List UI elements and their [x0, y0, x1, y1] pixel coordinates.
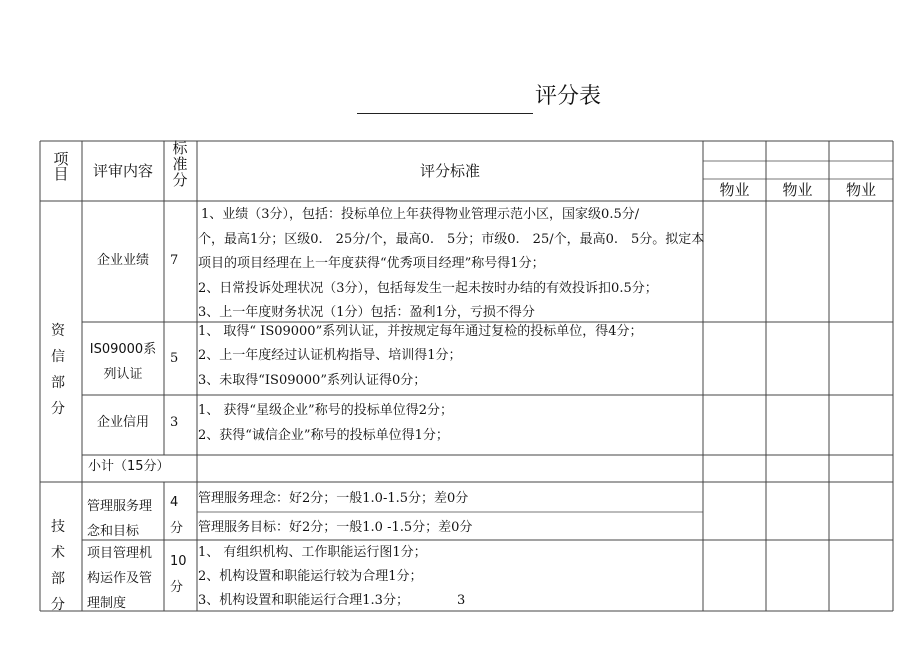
criteria-line: 管理服务目标：好2分；一般1.0 -1.5分；差0分: [198, 520, 473, 535]
criteria-line: 1、 取得“ IS09000”系列认证，并按规定每年通过复检的投标单位，得4分；: [198, 324, 643, 339]
criteria-line: 个，最高1分；区级0. 25分/个，最高0. 5分；市级0. 25/个，最高0. 5分。拟定本: [198, 232, 705, 247]
row-score: 3: [170, 415, 179, 430]
criteria-line: 3、未取得“IS09000”系列认证得0分；: [198, 373, 427, 388]
title-blank-line: [357, 87, 533, 114]
row-content: 企业信用: [96, 415, 149, 430]
header-review: 评审内容: [92, 162, 153, 180]
criteria-line: 2、获得“诚信企业”称号的投标单位得1分；: [198, 428, 449, 443]
header-property-2: 物业: [782, 181, 813, 199]
criteria-line: 1、业绩（3分），包括：投标单位上年获得物业管理示范小区，国家级0.5分/: [201, 207, 640, 222]
row-score: 10分: [170, 554, 187, 595]
row-score: 5: [170, 351, 179, 366]
row-content: 管理服务理念和目标: [87, 499, 153, 539]
criteria-line: 1、 获得“星级企业”称号的投标单位得2分；: [198, 403, 453, 418]
header-property-3: 物业: [845, 181, 876, 199]
criteria-line: 管理服务理念：好2分；一般1.0-1.5分；差0分: [198, 491, 469, 506]
header-project: 项 目: [53, 150, 69, 183]
criteria-line: 1、 有组织机构、工作职能运行图1分；: [198, 545, 427, 560]
page-number: 3: [457, 593, 466, 608]
criteria-line: 2、上一年度经过认证机构指导、培训得1分；: [198, 348, 462, 363]
criteria-line: 2、机构设置和职能运行较为合理1分；: [198, 569, 423, 584]
criteria-line: 3、上一年度财务状况（1分）包括：盈利1分，亏损不得分: [198, 305, 535, 320]
criteria-line: 3、机构设置和职能运行合理1.3分；: [198, 593, 409, 608]
title-text: 评分表: [535, 84, 602, 109]
criteria-line: 2、日常投诉处理状况（3分），包括每发生一起未按时办结的有效投诉扣0.5分；: [198, 281, 658, 296]
page-title: [357, 80, 657, 114]
header-property-1: 物业: [719, 181, 750, 199]
row-content: IS09000系列认证: [89, 342, 157, 382]
subtotal: 小计（15分）: [88, 459, 170, 474]
row-content: 企业业绩: [96, 253, 149, 268]
header-standard-score: 标 准 分: [172, 139, 188, 189]
row-content: 项目管理机构运作及管理制度: [87, 546, 153, 611]
section-tech-label: 技术部分: [51, 519, 73, 613]
row-score: 4分: [170, 495, 184, 536]
criteria-line: 项目的项目经理在上一年度获得“优秀项目经理”称号得1分；: [198, 256, 545, 271]
header-criteria: 评分标准: [419, 162, 480, 180]
row-score: 7: [170, 253, 179, 268]
section-credit-label: 资信部分: [51, 323, 73, 417]
